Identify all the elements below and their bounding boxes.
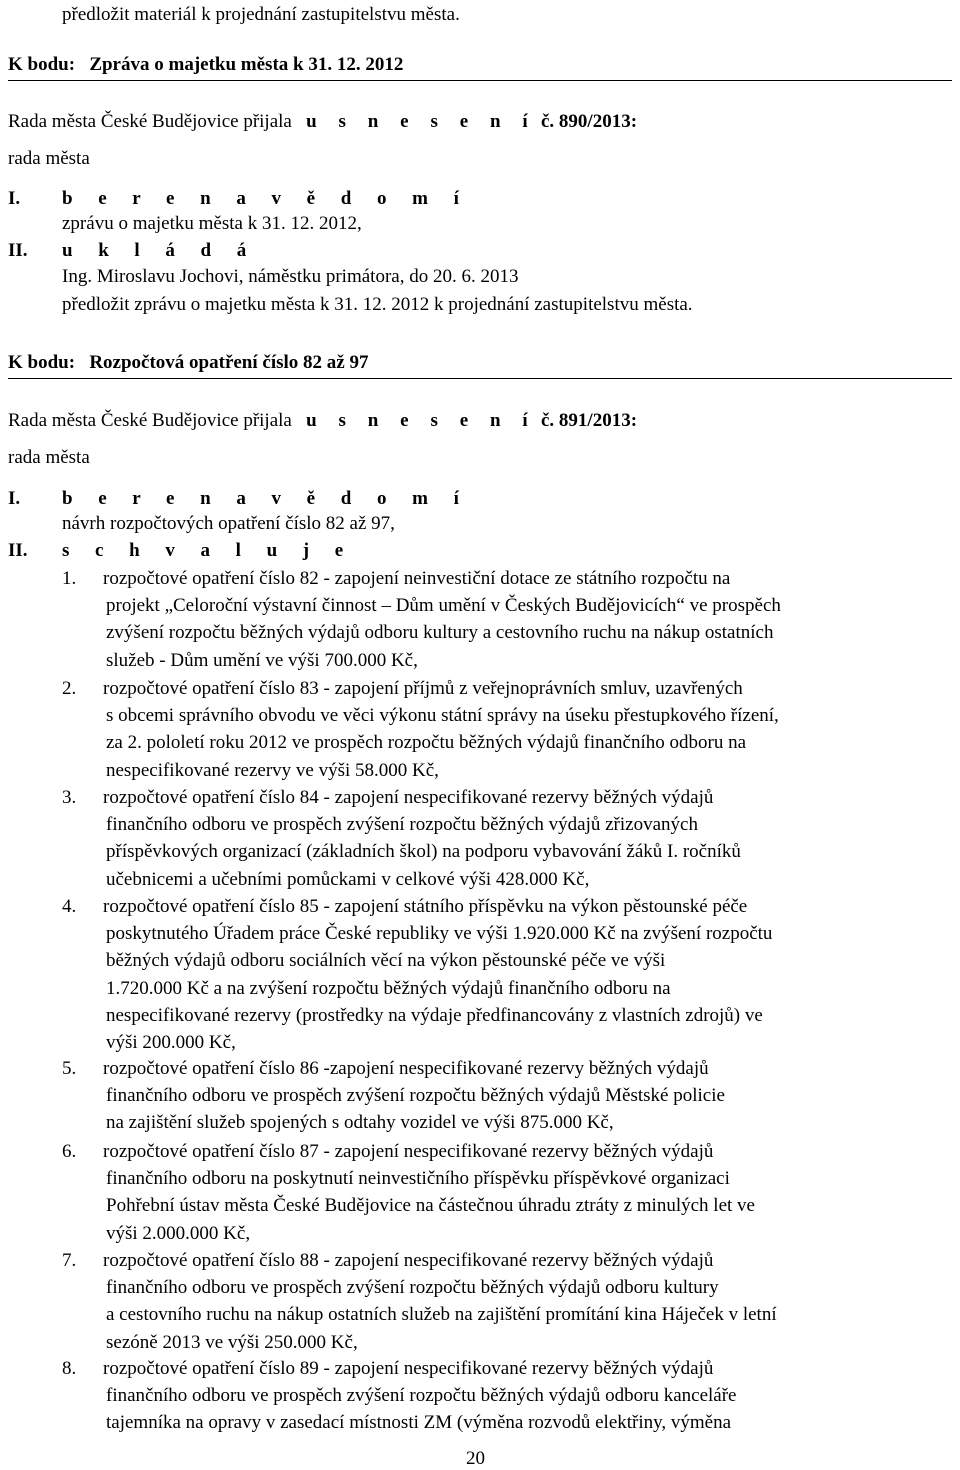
measure-line: zvýšení rozpočtu běžných výdajů odboru kultury a cestovního ruchu na nákup ostatních: [106, 622, 774, 644]
section2-item2-verb: s c h v a l u j e: [62, 540, 354, 561]
measure-line: a cestovního ruchu na nákup ostatních služeb na zajištění promítání kina Háječek v letní: [106, 1304, 777, 1326]
measure-line: příspěvkových organizací (základních škol) na podporu vybavování žáků I. ročníků: [106, 841, 741, 863]
measure-number: 2.: [62, 678, 77, 699]
measure-line: rozpočtové opatření číslo 86 -zapojení nespecifikované rezervy běžných výdajů: [103, 1058, 709, 1079]
measure-line: nespecifikované rezervy ve výši 58.000 Kč,: [106, 759, 439, 781]
measure-line: tajemníka na opravy v zasedací místnosti ZM (výměna rozvodů elektřiny, výměna: [106, 1412, 732, 1434]
page-number: 20: [466, 1448, 485, 1469]
measure-line: za 2. pololetí roku 2012 ve prospěch rozpočtu běžných výdajů finančního odboru na: [106, 732, 747, 754]
section2-heading-prefix: K bodu:: [8, 352, 76, 373]
section1-heading: [8, 54, 403, 76]
measure-line: rozpočtové opatření číslo 87 - zapojení nespecifikované rezervy běžných výdajů: [103, 1141, 714, 1162]
section2-item2-roman: II.: [8, 540, 28, 561]
measure-line: projekt „Celoroční výstavní činnost – Dům umění v Českých Budějovicích“ ve prospěch: [106, 595, 781, 617]
section1-resolution-word: u s n e s e n í: [306, 111, 537, 132]
measure-line: finančního odboru ve prospěch zvýšení rozpočtu běžných výdajů Městské policie: [106, 1085, 725, 1107]
intro-line: předložit materiál k projednání zastupitelstvu města.: [62, 4, 460, 25]
measure-line: rozpočtové opatření číslo 85 - zapojení státního příspěvku na výkon pěstounské péče: [103, 896, 748, 917]
section2-council: rada města: [8, 447, 90, 468]
section2-resolution-word: u s n e s e n í: [306, 410, 537, 431]
section1-item2-line1: Ing. Miroslavu Jochovi, náměstku primátora, do 20. 6. 2013: [62, 266, 519, 287]
measure-line: běžných výdajů odboru sociálních věcí na výkon pěstounské péče ve výši: [106, 950, 666, 972]
measure-line: finančního odboru ve prospěch zvýšení rozpočtu běžných výdajů odboru kanceláře: [106, 1385, 737, 1407]
measure-number: 7.: [62, 1250, 77, 1271]
section1-item2-line2: předložit zprávu o majetku města k 31. 12. 2012 k projednání zastupitelstvu města.: [62, 294, 693, 315]
measure-number: 4.: [62, 896, 77, 917]
measure-line: výši 2.000.000 Kč,: [106, 1222, 251, 1244]
measure-line: nespecifikované rezervy (prostředky na výdaje předfinancovány z vlastních zdrojů) ve: [106, 1004, 763, 1026]
section1-item1-verb: b e r e n a v ě d o m í: [62, 188, 470, 209]
section2-item1-line: návrh rozpočtových opatření číslo 82 až 97,: [62, 513, 395, 534]
section2-item1-verb: b e r e n a v ě d o m í: [62, 488, 470, 509]
measure-line: finančního odboru na poskytnutí neinvestičního příspěvku příspěvkové organizaci: [106, 1168, 730, 1190]
section1-heading-title: Zpráva o majetku města k 31. 12. 2012: [89, 54, 404, 75]
measure-number: 8.: [62, 1358, 77, 1379]
section1-resolution-lead: Rada města České Budějovice přijala: [8, 111, 292, 132]
measure-line: finančního odboru ve prospěch zvýšení rozpočtu běžných výdajů zřizovaných: [106, 814, 698, 836]
measure-number: 5.: [62, 1058, 77, 1079]
section1-item2-verb: u k l á d á: [62, 240, 257, 261]
section2-heading: [8, 352, 368, 374]
section2-item1-roman: I.: [8, 488, 21, 509]
section1-resolution-number: č. 890/2013:: [541, 111, 638, 132]
section1-council: rada města: [8, 148, 90, 169]
measure-number: 6.: [62, 1141, 77, 1162]
section2-resolution-lead: Rada města České Budějovice přijala: [8, 410, 292, 431]
measure-line: služeb - Dům umění ve výši 700.000 Kč,: [106, 649, 418, 671]
measure-number: 3.: [62, 787, 77, 808]
section2-resolution-number: č. 891/2013:: [541, 410, 638, 431]
section2-resolution: [8, 410, 637, 432]
measure-line: výši 200.000 Kč,: [106, 1032, 236, 1053]
section2-underline: [8, 378, 952, 379]
measure-line: rozpočtové opatření číslo 84 - zapojení nespecifikované rezervy běžných výdajů: [103, 787, 714, 808]
measure-number: 1.: [62, 568, 77, 589]
measure-line: poskytnutého Úřadem práce České republiky ve výši 1.920.000 Kč na zvýšení rozpočtu: [106, 923, 773, 945]
section1-underline: [8, 80, 952, 81]
section1-resolution: [8, 111, 637, 133]
measure-line: finančního odboru ve prospěch zvýšení rozpočtu běžných výdajů odboru kultury: [106, 1277, 719, 1299]
measure-line: rozpočtové opatření číslo 83 - zapojení příjmů z veřejnoprávních smluv, uzavřených: [103, 678, 743, 699]
section1-item1-line: zprávu o majetku města k 31. 12. 2012,: [62, 213, 362, 234]
section1-heading-prefix: K bodu:: [8, 54, 76, 75]
measure-line: rozpočtové opatření číslo 82 - zapojení neinvestiční dotace ze státního rozpočtu na: [103, 568, 731, 589]
measure-line: s obcemi správního obvodu ve věci výkonu státní správy na úseku přestupkového řízení,: [106, 705, 779, 727]
measure-line: 1.720.000 Kč a na zvýšení rozpočtu běžných výdajů finančního odboru na: [106, 977, 671, 999]
measure-line: sezóně 2013 ve výši 250.000 Kč,: [106, 1331, 358, 1353]
measure-line: rozpočtové opatření číslo 88 - zapojení nespecifikované rezervy běžných výdajů: [103, 1250, 714, 1271]
measure-line: učebnicemi a učebními pomůckami v celkové výši 428.000 Kč,: [106, 868, 590, 890]
section1-item1-roman: I.: [8, 188, 21, 209]
measure-line: rozpočtové opatření číslo 89 - zapojení nespecifikované rezervy běžných výdajů: [103, 1358, 714, 1379]
section1-item2-roman: II.: [8, 240, 28, 261]
section2-heading-title: Rozpočtová opatření číslo 82 až 97: [89, 352, 369, 373]
measure-line: Pohřební ústav města České Budějovice na částečnou úhradu ztráty z minulých let ve: [106, 1195, 755, 1217]
measure-line: na zajištění služeb spojených s odtahy vozidel ve výši 875.000 Kč,: [106, 1112, 614, 1134]
